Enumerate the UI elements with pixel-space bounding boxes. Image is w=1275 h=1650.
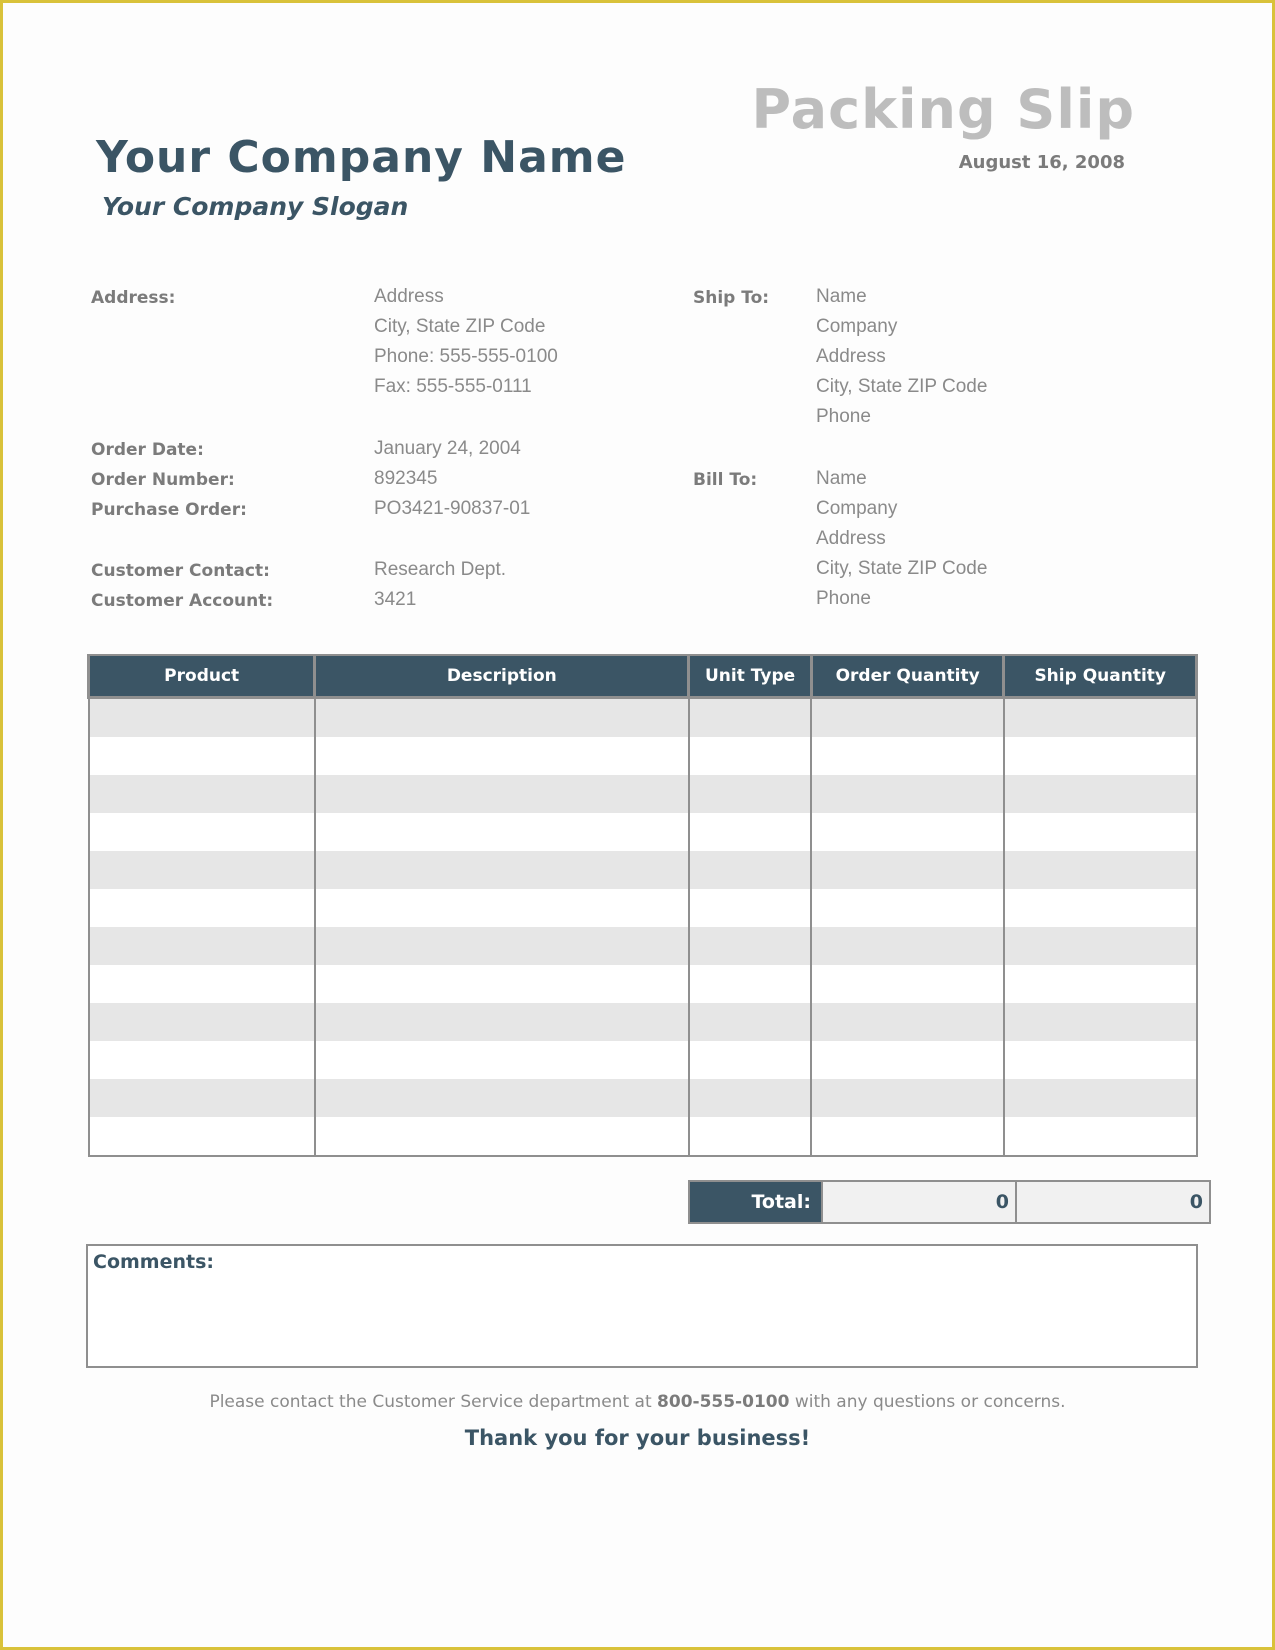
- table-cell[interactable]: [315, 698, 689, 738]
- table-cell[interactable]: [315, 813, 689, 851]
- table-row: [89, 889, 1197, 927]
- table-body: [89, 698, 1197, 1157]
- table-cell[interactable]: [1004, 1003, 1197, 1041]
- contact-phone: 800-555-0100: [657, 1392, 790, 1412]
- table-cell[interactable]: [1004, 965, 1197, 1003]
- column-header-product: Product: [89, 655, 315, 698]
- bill-to-label: Bill To:: [693, 470, 758, 490]
- table-row: [89, 698, 1197, 738]
- table-cell[interactable]: [315, 775, 689, 813]
- table-cell[interactable]: [689, 851, 812, 889]
- ship-to-line: City, State ZIP Code: [816, 376, 988, 397]
- table-cell[interactable]: [89, 1117, 315, 1156]
- table-row: [89, 1117, 1197, 1156]
- ship-to-line: Phone: [816, 406, 871, 427]
- table-cell[interactable]: [811, 1003, 1004, 1041]
- table-row: [89, 775, 1197, 813]
- table-cell[interactable]: [811, 775, 1004, 813]
- table-cell[interactable]: [89, 775, 315, 813]
- table-cell[interactable]: [1004, 1041, 1197, 1079]
- customer-contact-value: [374, 555, 506, 585]
- table-cell[interactable]: [315, 927, 689, 965]
- table-cell[interactable]: [315, 1003, 689, 1041]
- order-number-label: Order Number:: [91, 470, 235, 490]
- comments-box[interactable]: [86, 1244, 1198, 1368]
- order-date-label: Order Date:: [91, 440, 204, 460]
- table-cell[interactable]: [811, 889, 1004, 927]
- total-ship-quantity: 0: [1017, 1182, 1209, 1222]
- table-cell[interactable]: [811, 927, 1004, 965]
- document-date: August 16, 2008: [958, 152, 1125, 173]
- order-number-text: 892345: [374, 468, 438, 489]
- document-title: Packing Slip: [751, 78, 1135, 141]
- ship-to-line: Address: [816, 346, 886, 367]
- company-slogan: Your Company Slogan: [102, 192, 409, 221]
- contact-text-before: Please contact the Customer Service department at: [209, 1392, 658, 1412]
- table-cell[interactable]: [89, 1003, 315, 1041]
- thank-you-message: Thank you for your business!: [464, 1426, 811, 1450]
- table-cell[interactable]: [315, 889, 689, 927]
- order-number-value: [374, 464, 437, 494]
- customer-account-value: [374, 585, 416, 615]
- table-cell[interactable]: [315, 1117, 689, 1156]
- table-cell[interactable]: [689, 698, 812, 738]
- customer-account-text: 3421: [374, 589, 417, 610]
- table-cell[interactable]: [89, 851, 315, 889]
- table-cell[interactable]: [689, 927, 812, 965]
- table-cell[interactable]: [811, 1041, 1004, 1079]
- bill-to-line: Phone: [816, 588, 871, 609]
- purchase-order-label: Purchase Order:: [91, 500, 247, 520]
- table-cell[interactable]: [689, 775, 812, 813]
- table-cell[interactable]: [1004, 737, 1197, 775]
- order-date-value: [374, 434, 521, 464]
- total-order-quantity: 0: [823, 1182, 1017, 1222]
- table-cell[interactable]: [89, 1041, 315, 1079]
- table-cell[interactable]: [811, 698, 1004, 738]
- table-cell[interactable]: [811, 965, 1004, 1003]
- table-cell[interactable]: [315, 851, 689, 889]
- table-cell[interactable]: [315, 965, 689, 1003]
- column-header-description: Description: [315, 655, 689, 698]
- contact-text-after: with any questions or concerns.: [789, 1392, 1066, 1412]
- company-address-line: Phone: 555-555-0100: [374, 346, 558, 367]
- table-cell[interactable]: [811, 851, 1004, 889]
- company-name: Your Company Name: [96, 132, 627, 183]
- contact-note: [0, 1392, 1275, 1412]
- order-date-text: January 24, 2004: [374, 438, 521, 459]
- bill-to-line: City, State ZIP Code: [816, 558, 988, 579]
- customer-contact-label: Customer Contact:: [91, 561, 270, 581]
- table-cell[interactable]: [811, 737, 1004, 775]
- table-row: [89, 1003, 1197, 1041]
- column-header-order-quantity: Order Quantity: [811, 655, 1004, 698]
- company-address-block: [374, 282, 558, 402]
- address-label: Address:: [91, 288, 176, 308]
- table-cell[interactable]: [315, 1079, 689, 1117]
- table-cell[interactable]: [689, 1117, 812, 1156]
- ship-to-line: Company: [816, 316, 898, 337]
- table-header-row: [89, 655, 1197, 698]
- table-cell[interactable]: [1004, 698, 1197, 738]
- table-cell[interactable]: [89, 813, 315, 851]
- table-cell[interactable]: [1004, 927, 1197, 965]
- column-header-ship-quantity: Ship Quantity: [1004, 655, 1197, 698]
- table-cell[interactable]: [1004, 813, 1197, 851]
- table-cell[interactable]: [689, 1079, 812, 1117]
- table-cell[interactable]: [689, 737, 812, 775]
- table-cell[interactable]: [811, 1117, 1004, 1156]
- table-cell[interactable]: [1004, 889, 1197, 927]
- customer-contact-text: Research Dept.: [374, 559, 507, 580]
- table-cell[interactable]: [689, 889, 812, 927]
- table-cell[interactable]: [811, 1079, 1004, 1117]
- items-table: [87, 654, 1198, 1157]
- column-header-unit-type: Unit Type: [689, 655, 812, 698]
- ship-to-label: Ship To:: [693, 288, 770, 308]
- ship-to-block: [816, 282, 987, 432]
- bill-to-line: Company: [816, 498, 898, 519]
- bill-to-block: [816, 464, 987, 614]
- table-row: [89, 851, 1197, 889]
- table-cell[interactable]: [89, 698, 315, 738]
- table-cell[interactable]: [689, 965, 812, 1003]
- table-cell[interactable]: [689, 1003, 812, 1041]
- company-address-line: City, State ZIP Code: [374, 316, 546, 337]
- total-label: Total:: [690, 1182, 823, 1222]
- table-row: [89, 737, 1197, 775]
- company-address-line: Fax: 555-555-0111: [374, 376, 532, 397]
- table-row: [89, 1041, 1197, 1079]
- table-cell[interactable]: [89, 965, 315, 1003]
- table-cell[interactable]: [1004, 775, 1197, 813]
- table-row: [89, 1079, 1197, 1117]
- customer-account-label: Customer Account:: [91, 591, 274, 611]
- table-row: [89, 927, 1197, 965]
- ship-to-line: Name: [816, 286, 867, 307]
- table-cell[interactable]: [811, 813, 1004, 851]
- company-address-line: Address: [374, 286, 444, 307]
- table-cell[interactable]: [315, 1041, 689, 1079]
- purchase-order-text: PO3421-90837-01: [374, 498, 531, 519]
- table-cell[interactable]: [315, 737, 689, 775]
- table-cell[interactable]: [689, 1041, 812, 1079]
- table-cell[interactable]: [689, 813, 812, 851]
- totals-row: [688, 1180, 1211, 1224]
- bill-to-line: Address: [816, 528, 886, 549]
- table-row: [89, 813, 1197, 851]
- table-cell[interactable]: [89, 1079, 315, 1117]
- table-cell[interactable]: [89, 737, 315, 775]
- table-cell[interactable]: [89, 927, 315, 965]
- table-cell[interactable]: [1004, 851, 1197, 889]
- bill-to-line: Name: [816, 468, 867, 489]
- table-cell[interactable]: [1004, 1079, 1197, 1117]
- comments-label: Comments:: [93, 1251, 214, 1273]
- table-cell[interactable]: [1004, 1117, 1197, 1156]
- table-row: [89, 965, 1197, 1003]
- purchase-order-value: [374, 494, 530, 524]
- table-cell[interactable]: [89, 889, 315, 927]
